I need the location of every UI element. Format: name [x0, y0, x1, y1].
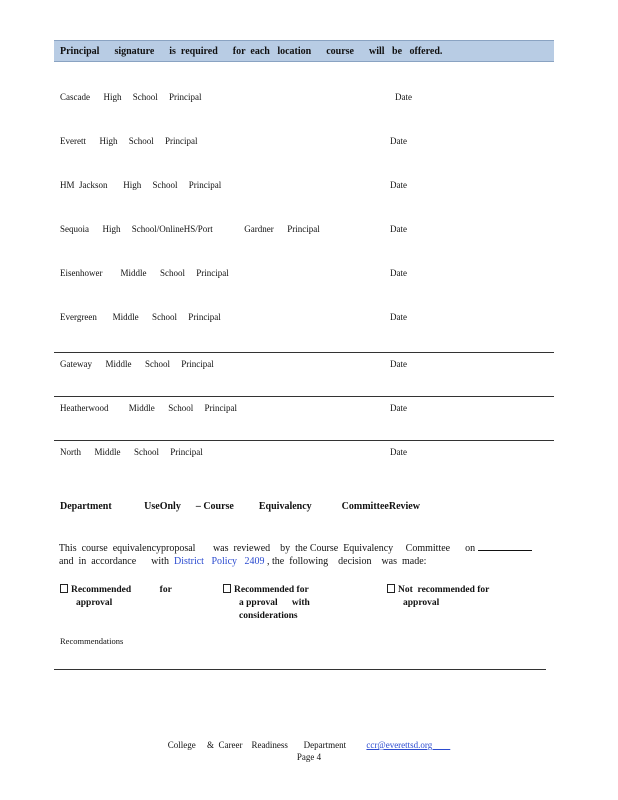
option-label: approval: [76, 598, 113, 608]
recommendations-label: Recommendations: [60, 636, 124, 646]
signature-rule: [54, 440, 554, 441]
option-label: a pproval with: [239, 598, 310, 608]
signature-rule: [54, 396, 554, 397]
option-label: approval: [403, 598, 440, 608]
signature-line-gateway: [54, 359, 554, 373]
review-statement-text: and in accordance with: [59, 556, 174, 567]
page-number: Page 4: [296, 752, 322, 762]
date-label: Date: [395, 92, 412, 102]
date-label: Date: [390, 403, 407, 413]
date-label: Date: [390, 180, 407, 190]
review-statement-line2: [54, 545, 426, 567]
signature-line-eisenhower: [54, 268, 554, 282]
review-statement-text: , the following decision was made:: [264, 556, 427, 567]
principal-label: Heatherwood Middle School Principal: [60, 403, 237, 413]
date-label: Date: [390, 136, 407, 146]
footer-department: College & Career Readiness Department: [167, 740, 367, 750]
principal-label: Sequoia High School/OnlineHS/Port Gardner Principal: [60, 224, 320, 234]
signature-line-evergreen: [54, 312, 554, 326]
checkbox-recommended-with-considerations[interactable]: [223, 584, 231, 593]
option-recommended-with-considerations: [223, 584, 310, 623]
date-label: Date: [390, 224, 407, 234]
option-label: Not recommended for: [398, 585, 490, 595]
principal-label: Gateway Middle School Principal: [60, 359, 214, 369]
footer-email-link[interactable]: ccr@everettsd.org: [366, 740, 451, 750]
option-not-recommended: [387, 584, 489, 610]
signature-line-sequoia: [54, 224, 554, 238]
signature-requirement-header: Principal signature is required for each location course will be offered.: [54, 40, 554, 62]
signature-rule: [54, 352, 554, 353]
checkbox-not-recommended[interactable]: [387, 584, 395, 593]
principal-label: Everett High School Principal: [60, 136, 198, 146]
signature-line-hm-jackson: [54, 180, 554, 194]
signature-line-cascade: [54, 92, 554, 106]
date-label: Date: [390, 268, 407, 278]
recommendations-rule[interactable]: [54, 669, 546, 670]
review-date-blank[interactable]: [478, 542, 532, 551]
principal-label: HM Jackson High School Principal: [60, 180, 222, 190]
principal-label: Cascade High School Principal: [60, 92, 202, 102]
principal-label: Evergreen Middle School Principal: [60, 312, 221, 322]
option-recommended: [60, 584, 172, 610]
checkbox-recommended[interactable]: [60, 584, 68, 593]
district-policy-link[interactable]: District Policy 2409: [173, 556, 265, 567]
principal-label: North Middle School Principal: [60, 447, 203, 457]
page-footer: [0, 739, 618, 763]
signature-line-north: [54, 447, 554, 461]
option-label: Recommended for: [234, 585, 309, 595]
signature-line-everett: [54, 136, 554, 150]
review-statement-text: This course equivalencyproposal was reviewed by the Course Equivalency Committee on: [58, 543, 478, 554]
department-use-only-heading: Department UseOnly – Course Equivalency CommitteeReview: [60, 501, 420, 512]
principal-label: Eisenhower Middle School Principal: [60, 268, 229, 278]
date-label: Date: [390, 312, 407, 322]
date-label: Date: [390, 447, 407, 457]
date-label: Date: [390, 359, 407, 369]
option-label: Recommended for: [71, 585, 172, 595]
signature-line-heatherwood: [54, 403, 554, 417]
option-label: considerations: [239, 611, 298, 621]
